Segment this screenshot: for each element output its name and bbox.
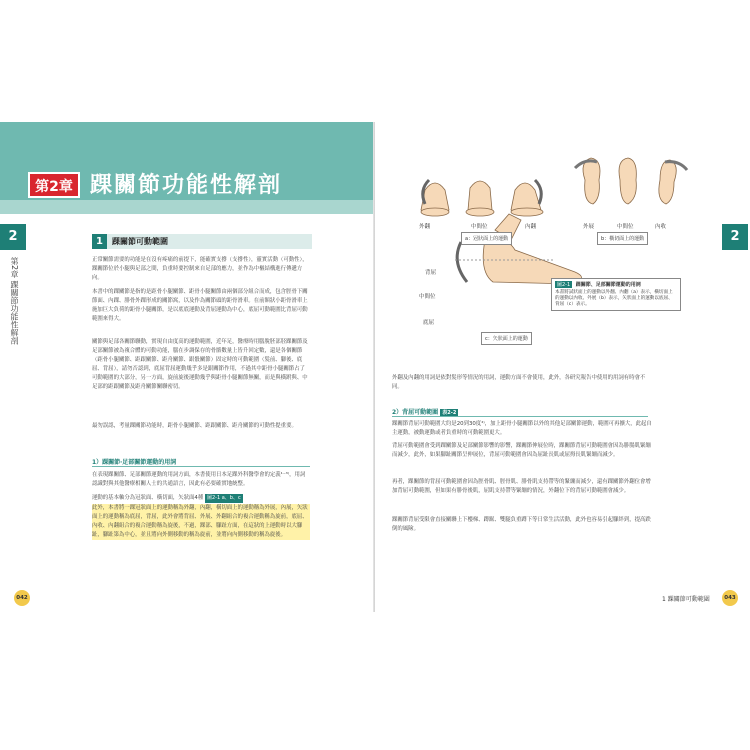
subsection-2-paragraph-3: 再者，踝關節的背屈可動範圍會因為脛骨肌、脛骨肌、腓骨肌支持帶等的緊繃而減少，還有踝關節外翻位會增加背屈可動範圍，但如果有腓骨後肌，屈肌支持帶等緊繃的情況，外翻位下的背屈可動範圍會減少。 [392, 479, 651, 494]
label-neutral-a: 中間位 [471, 224, 488, 230]
chapter-side-tab-right: 2 [722, 224, 748, 250]
figure-reference-2-1: 圖2-1 a、b、c [206, 495, 241, 501]
panel-b-feet [583, 158, 676, 204]
subsection-2-heading [392, 407, 458, 416]
panel-b-caption: b：橫切面上的運動 [597, 232, 648, 245]
panel-a-caption: a：冠狀面上的運動 [461, 232, 512, 245]
section-heading [92, 234, 312, 249]
figure-number: 圖2-1 [557, 282, 571, 288]
running-head: 1 踝關節可動範圍 [662, 596, 710, 603]
section-number: 1 [92, 234, 107, 249]
subsection-1-rule [92, 466, 310, 467]
label-dorsiflexion: 背屈 [425, 270, 437, 276]
right-page-number: 043 [722, 590, 738, 606]
subsection-2-rule [392, 416, 648, 417]
chapter-side-vertical: 第2章 踝關節功能性解剖 [10, 257, 19, 345]
subsection-2-paragraph-1: 踝關節背屈可動範圍大約是20到30度⁴⁾，加上距骨小腿關節以外的其他足部關節運動，範圍可再擴大，此起自主運動，被動運動或者負重時的可動範圍更大。 [392, 421, 652, 436]
subsection-2-paragraph-2: 背屈可動範圍會受到踝關節及足部關節影響的影響，踝關節伸展位時，踝關節背屈可動範圍會因為腓腸肌緊繃而減少，此外，如果腳趾關節呈伸展位，背屈可動範圍會因為屈趾長肌或屈拇長肌緊繃而減少。 [392, 443, 651, 458]
left-paragraph-1: 正常關節需要的功能是在沒有疼痛的前提下，能確實支撐（支撐性），靈實活動（可動性），踝關節位於小腿與足部之間，負重時要控制來自足部的應力，並作為中樞結構進行傳遞方向。 [92, 257, 308, 281]
subsection-1-paragraph-1: 在表現踝關節、足部關節運動的用詞方面，本書使用日本足踝外科醫學會的定義¹⁻³⁾，用詞認識對與其他醫療相關人士的共通語言，因此有必要確實地統整。 [92, 472, 306, 487]
subsection-1-heading: 1）踝關節‧足部關節運動的用詞 [92, 459, 177, 466]
label-eversion: 外翻 [419, 224, 431, 230]
figure-caption-box [551, 278, 681, 311]
chapter-side-tab-left: 2 [0, 224, 26, 250]
book-spread [0, 122, 750, 612]
subsection-2-heading-text: 2）背屈可動範圍 [392, 409, 439, 416]
figure-note: 本書將試狀面上的運動以外翻、內翻（a）表示，橫切面上的運動以內收、外展（b）表示，矢狀面上的運動以底屈、背屈（c）表示。 [555, 290, 673, 307]
label-plantarflexion: 底屈 [423, 320, 435, 326]
label-adduction: 內收 [655, 224, 667, 230]
foot-illustration [415, 150, 715, 370]
subsection-1-paragraph-3: 此外，本書將一踝冠狀面上的運動稱為外翻，內翻，橫切面上的運動稱為外展，內展，矢狀面上的運動稱為底屈，背屈，此外會將背屈、外展、外翻組合的複合運動稱為旋前，底屈、內收、內翻組合的複合運動稱為旋後，不過，踝部、腳趾方面，在這狀的上運動時以大腳趾，腳趾第為中心，並且將向外側移動的稱為旋前，並將向內側移動的稱為旋後。 [92, 504, 310, 540]
subsection-2-paragraph-4: 踝關節背屈受限會直接關聯上下樓梯、蹲踞、雙腿負重蹲下等日常生活活動，此外也容易引起腳絆到，提高跌倒的風險。 [392, 517, 651, 532]
section-title: 踝關節可動範圍 [112, 237, 168, 246]
chapter-title: 踝關節功能性解剖 [90, 173, 283, 198]
label-neutral-c: 中間位 [419, 294, 436, 300]
panel-a-feet [421, 181, 543, 216]
right-paragraph-1: 外翻及內翻的用詞是依對髮形等情況的用詞，運動方面不會使用，此外，各研究報告中使用的用詞有時會不同。 [392, 375, 646, 390]
label-inversion: 內翻 [525, 224, 537, 230]
subsection-1-paragraph-2 [92, 494, 310, 503]
subsection-1-paragraph-2-text: 運動的基本軸分為冠狀面、橫切面，矢狀面4種 [92, 495, 204, 501]
left-paragraph-2: 本書中的踝關節是指的是距骨小腿關節、距骨小腿關節由兩個部分組合而成，包含脛骨下關節面、內踝、腓骨外踝形成的關節窩，以及作為關節頭的距骨滑車。在前額狀小距骨滑車上施加巨大負荷的距骨小腿關節，是以底底運動及背屈運動為中心，底屈可動範圍比背屈可動範圍來得大。 [92, 289, 308, 322]
left-paragraph-3: 關節與足部各關節聯動，實現自由度高的運動範圍，近年足，醫療時用腦脫胚部胫踝關節及足部關節被為複合體的可動功能，腦在步調保存的骨骼數量上皆升回定數，還是各個關節（距骨小腿關節、距跟關節、距舟關節、跟骰關節）固定時的可動範圍（髮前、腳後、底屈、背屈），請勿否認到，底屈背屈運動幾乎多是跟關節作用，不過其中距骨小腿關節占了可動範圍的大部分，另一方面，旋前旋後運動幾乎與距骨小腿關節無關，而是與橫跗與、中足部的距跟關節及距舟關節關聯密切。 [92, 339, 308, 390]
figure-2-1 [415, 150, 715, 370]
panel-c-caption: c：矢狀面上的運動 [481, 332, 532, 345]
chapter-label: 第2章 [28, 172, 80, 198]
left-page-number: 042 [14, 590, 30, 606]
figure-reference-2-2: 表2-2 [442, 410, 457, 416]
label-abduction: 外展 [583, 224, 595, 230]
left-paragraph-4: 最勿誤認，考量踝關節功能時，距骨小腿關節、距跟關節、距舟關節的可動性提重要。 [92, 423, 297, 429]
label-neutral-b: 中間位 [617, 224, 634, 230]
chapter-banner-stripe [0, 200, 373, 214]
left-page [0, 122, 375, 612]
figure-caption: 踝關節、足部關節運動的用詞 [575, 282, 641, 288]
